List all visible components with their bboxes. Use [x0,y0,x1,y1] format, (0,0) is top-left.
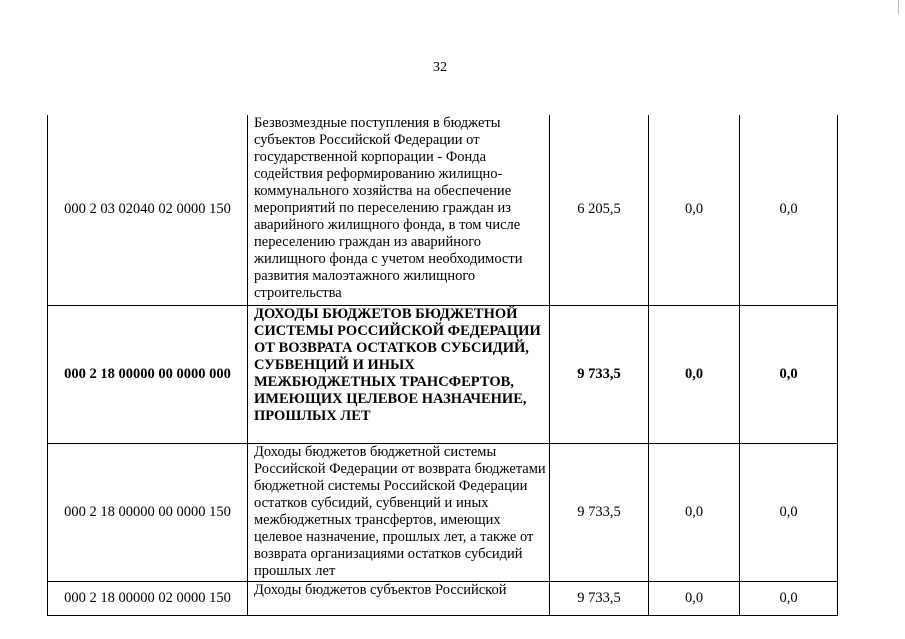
value-cell-3: 0,0 [740,581,838,615]
value-cell-3: 0,0 [740,115,838,305]
value-cell-2: 0,0 [649,443,740,581]
description-cell: ДОХОДЫ БЮДЖЕТОВ БЮДЖЕТНОЙ СИСТЕМЫ РОССИЙСКОЙ ФЕДЕРАЦИИ ОТ ВОЗВРАТА ОСТАТКОВ СУБСИДИЙ, СУБВЕНЦИЙ И ИНЫХ МЕЖБЮДЖЕТНЫХ ТРАНСФЕРТОВ, ИМЕЮЩИХ ЦЕЛЕВОЕ НАЗНАЧЕНИЕ, ПРОШЛЫХ ЛЕТ [248,305,550,443]
value-cell-2: 0,0 [649,305,740,443]
table-row [48,581,838,615]
page-number: 32 [433,60,447,75]
scan-edge-mark [898,0,905,14]
value-cell-1: 9 733,5 [550,443,649,581]
budget-code-cell: 000 2 18 00000 00 0000 000 [48,305,248,443]
description-cell: Доходы бюджетов субъектов Российской [248,581,550,615]
budget-code-cell: 000 2 18 00000 00 0000 150 [48,443,248,581]
table-row [48,443,838,581]
description-cell: Доходы бюджетов бюджетной системы Российской Федерации от возврата бюджетами бюджетной системы Российской Федерации остатков субсидий, субвенций и иных межбюджетных трансфертов, имеющих целевое назначение, прошлых лет, а также от возврата организациями остатков субсидий прошлых лет [248,443,550,581]
budget-code-cell: 000 2 18 00000 02 0000 150 [48,581,248,615]
value-cell-3: 0,0 [740,305,838,443]
description-cell: Безвозмездные поступления в бюджеты субъектов Российской Федерации от государственной корпорации - Фонда содействия реформированию жилищно-коммунального хозяйства на обеспечение мероприятий по переселению граждан из аварийного жилищного фонда, в том числе переселению граждан из аварийного жилищного фонда с учетом необходимости развития малоэтажного жилищного строительства [248,115,550,305]
value-cell-1: 6 205,5 [550,115,649,305]
budget-revenue-table [47,115,838,616]
budget-code-cell: 000 2 03 02040 02 0000 150 [48,115,248,305]
table-row [48,115,838,305]
table-row [48,305,838,443]
value-cell-1: 9 733,5 [550,581,649,615]
value-cell-3: 0,0 [740,443,838,581]
value-cell-1: 9 733,5 [550,305,649,443]
value-cell-2: 0,0 [649,115,740,305]
value-cell-2: 0,0 [649,581,740,615]
